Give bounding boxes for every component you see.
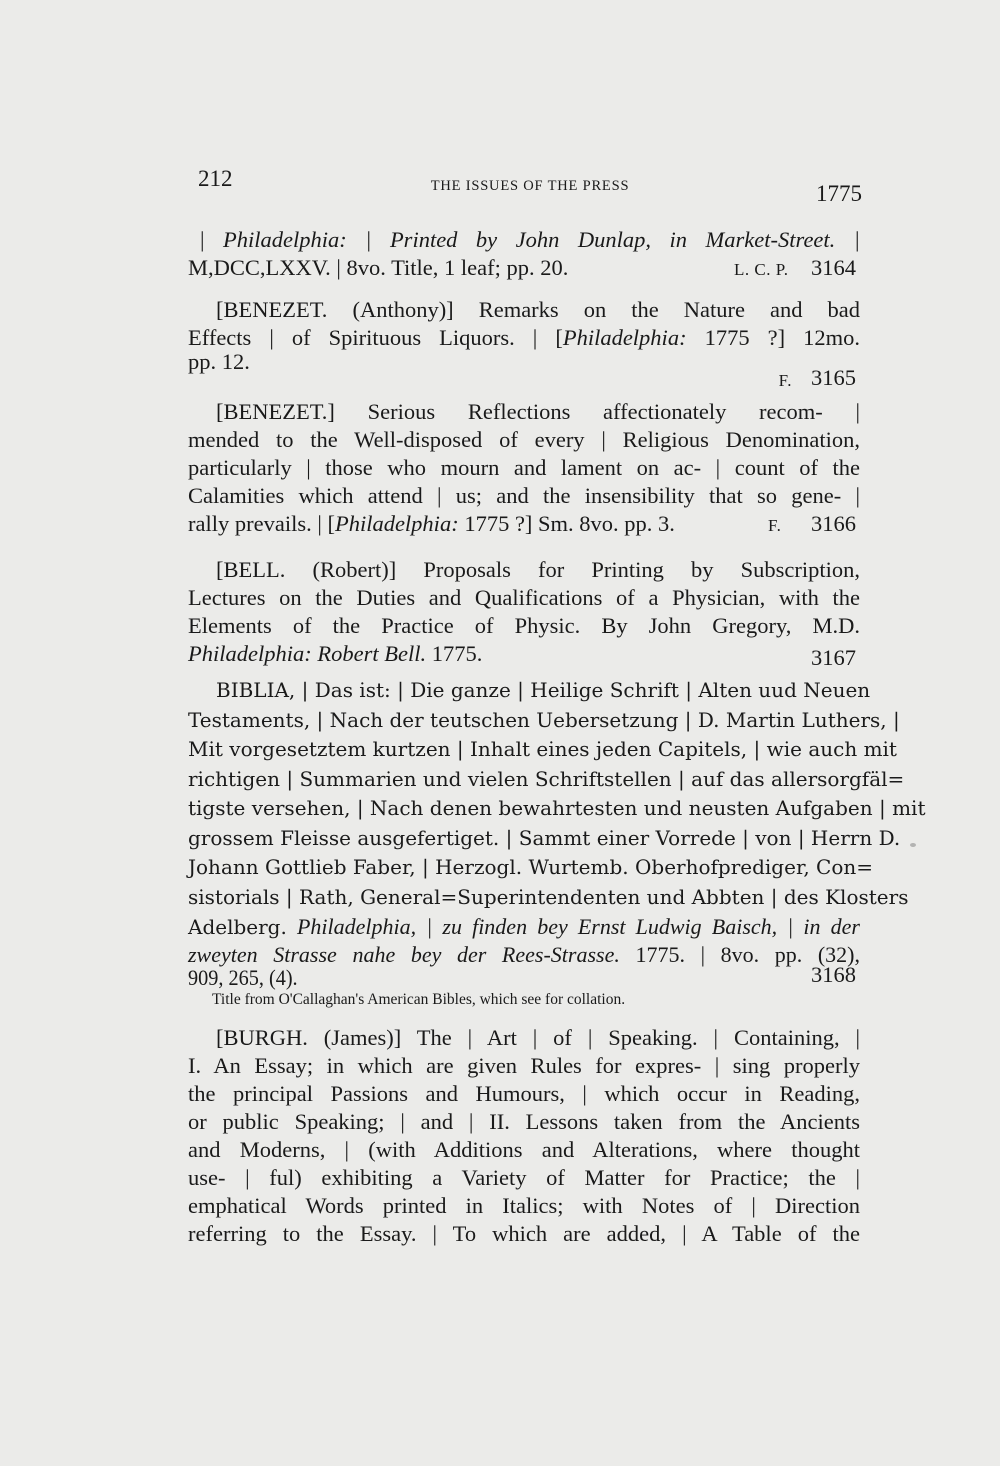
entry-line: zweyten Strasse nahe bey der Rees-Strasse. 1775. | 8vo. pp. (32), (188, 941, 860, 967)
entry-line: Lectures on the Duties and Qualifications of a Physician, with the (188, 585, 860, 610)
entry-line: 909, 265, (4). (188, 964, 298, 990)
entry-line: Adelberg. Philadelphia, | zu finden bey Ernst Ludwig Baisch, | in der (188, 914, 860, 939)
entry-line: [BENEZET. (Anthony)] Remarks on the Nature and bad (216, 297, 860, 322)
entry-line: grossem Fleisse ausgefertiget. | Sammt einer Vorrede | von | Herrn D. (188, 825, 901, 850)
entry-line: Effects | of Spirituous Liquors. | [Philadelphia: 1775 ?] 12mo. (188, 325, 860, 350)
entry-line: Philadelphia: Robert Bell. 1775. (188, 641, 483, 666)
entry-3164 (188, 226, 860, 282)
entry-note: Title from O'Callaghan's American Bibles, which see for collation. (212, 991, 626, 1008)
entry-line: mended to the Well-disposed of every | Religious Denomination, (188, 427, 860, 452)
page-header (195, 166, 865, 206)
library-location: F. (778, 371, 792, 390)
entry-line: tigste versehen, | Nach denen bewahrtesten und neusten Aufgaben | mit (188, 796, 926, 820)
entry-line: Johann Gottlieb Faber, | Herzogl. Wurtemb. Oberhofprediger, Con= (188, 855, 874, 879)
entry-line: pp. 12. (188, 349, 250, 374)
entry-line: | Philadelphia: | Printed by John Dunlap, in Market-Street. | (200, 227, 860, 252)
entry-line: BIBLIA, | Das ist: | Die ganze | Heilige Schrift | Alten uud Neuen (216, 678, 871, 702)
entry-3166 (188, 398, 860, 538)
entry-line: Calamities which attend | us; and the insensibility that so gene- | (188, 483, 860, 508)
entry-line: or public Speaking; | and | II. Lessons taken from the Ancients (188, 1109, 860, 1134)
entry-number: 3166 (811, 511, 856, 536)
entry-line: [BELL. (Robert)] Proposals for Printing by Subscription, (216, 557, 860, 582)
entry-line: the principal Passions and Humours, | which occur in Reading, (188, 1081, 860, 1106)
entry-line: referring to the Essay. | To which are added, | A Table of the (188, 1221, 860, 1246)
entry-line: rally prevails. | [Philadelphia: 1775 ?] Sm. 8vo. pp. 3. F. (188, 510, 860, 538)
entry-line: M,DCC,LXXV. | 8vo. Title, 1 leaf; pp. 20. L. C. P. (188, 254, 860, 282)
entry-line: emphatical Words printed in Italics; with Notes of | Direction (188, 1193, 860, 1218)
entry-number: 3168 (811, 962, 856, 987)
entry-line: richtigen | Summarien und vielen Schriftstellen | auf das allersorgfäl= (188, 766, 905, 791)
entry-line: Mit vorgesetztem kurtzen | Inhalt eines jeden Capitels, | wie auch mit (188, 737, 897, 761)
entry-line: I. An Essay; in which are given Rules for expres- | sing properly (188, 1053, 860, 1078)
entry-number: 3167 (811, 645, 856, 670)
entry-number: 3164 (811, 255, 856, 280)
entry-line: [BENEZET.] Serious Reflections affectionately recom- | (216, 399, 860, 424)
entry-3167 (188, 556, 860, 668)
entry-line: particularly | those who mourn and lament on ac- | count of the (188, 455, 860, 480)
entry-line: Elements of the Practice of Physic. By John Gregory, M.D. (188, 613, 860, 638)
running-title: THE ISSUES OF THE PRESS (430, 178, 630, 194)
ink-speck (910, 843, 916, 847)
entry-line: [BURGH. (James)] The | Art | of | Speaking. | Containing, | (216, 1025, 860, 1050)
entry-line: use- | ful) exhibiting a Variety of Matter for Practice; the | (188, 1165, 860, 1190)
entry-line: and Moderns, | (with Additions and Alterations, where thought (188, 1137, 860, 1162)
header-year: 1775 (816, 181, 862, 206)
library-location: L. C. P. (734, 260, 789, 279)
entry-line: sistorials | Rath, General=Superintendenten und Abbten | des Klosters (188, 884, 909, 909)
entry-number: 3165 (811, 365, 856, 390)
entry-line: Testaments, | Nach der teutschen Uebersetzung | D. Martin Luthers, | (188, 707, 900, 732)
library-location: F. (768, 516, 782, 535)
entry-3165 (188, 296, 860, 390)
entry-3168 (188, 676, 926, 990)
page-number: 212 (198, 166, 233, 191)
entry-3169 (188, 1024, 860, 1248)
